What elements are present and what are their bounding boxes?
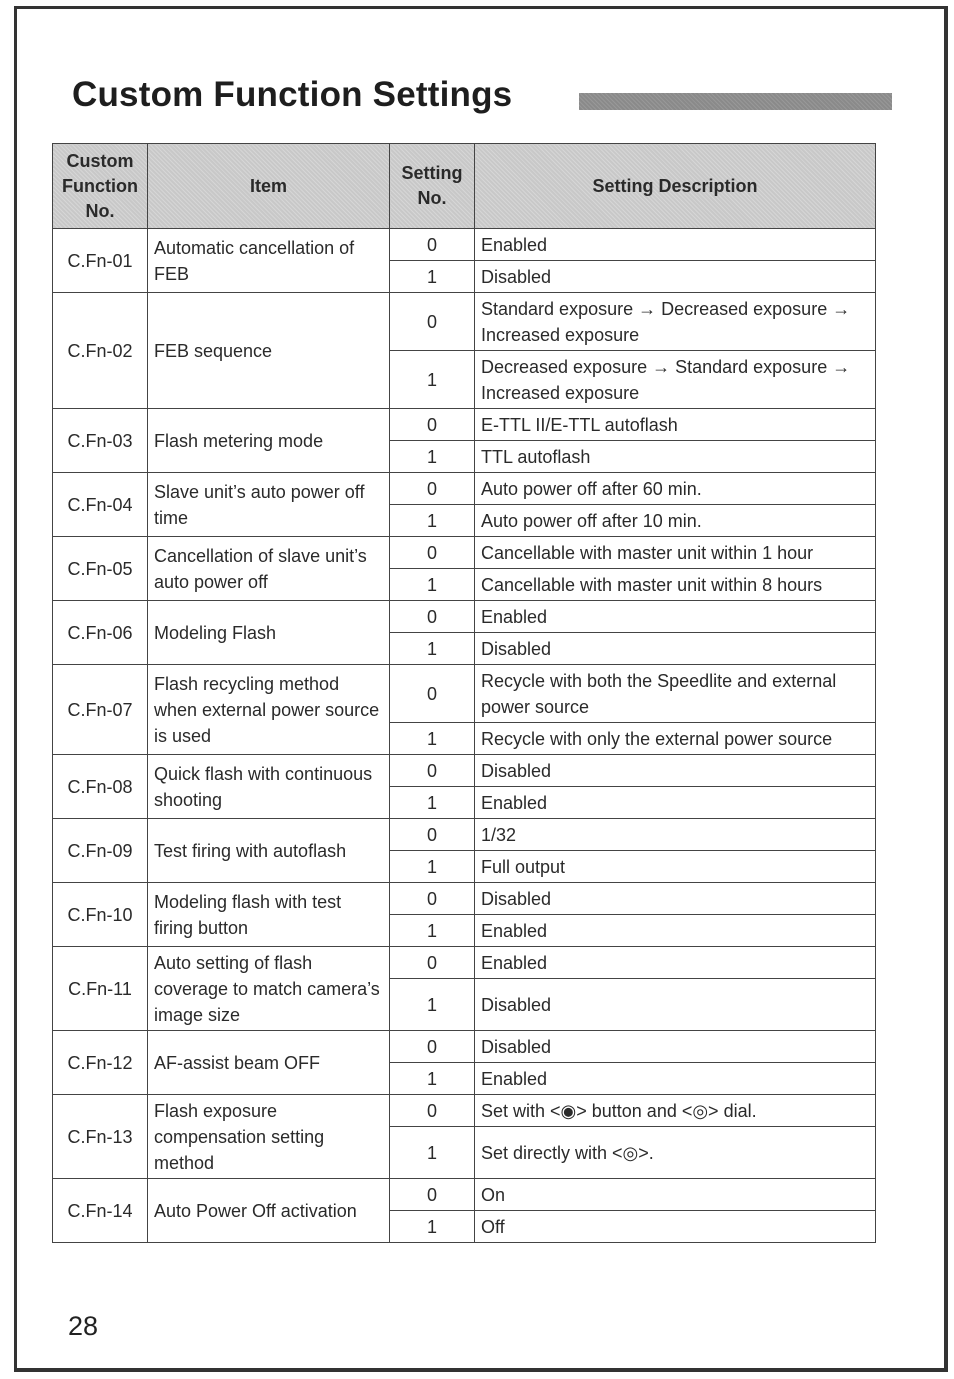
setting-description: Recycle with only the external power source [475, 723, 876, 755]
function-item: Quick flash with continuous shooting [148, 755, 390, 819]
setting-no: 1 [390, 633, 475, 665]
setting-no: 1 [390, 441, 475, 473]
setting-description: Disabled [475, 633, 876, 665]
custom-function-no: C.Fn-03 [53, 409, 148, 473]
function-item: FEB sequence [148, 293, 390, 409]
setting-description: Enabled [475, 915, 876, 947]
setting-no: 1 [390, 569, 475, 601]
setting-no: 0 [390, 883, 475, 915]
setting-no: 0 [390, 1095, 475, 1127]
table-row [53, 229, 876, 261]
custom-function-no: C.Fn-12 [53, 1031, 148, 1095]
setting-no: 0 [390, 665, 475, 723]
custom-function-no: C.Fn-04 [53, 473, 148, 537]
setting-description: Standard exposure → Decreased exposure → Increased exposure [475, 293, 876, 351]
title-decoration-bar [579, 93, 892, 110]
setting-description: Disabled [475, 261, 876, 293]
table-header-row [53, 144, 876, 229]
table-row [53, 1179, 876, 1211]
setting-description: Set directly with <◎>. [475, 1127, 876, 1179]
table-row [53, 755, 876, 787]
custom-function-no: C.Fn-01 [53, 229, 148, 293]
setting-description: Enabled [475, 787, 876, 819]
setting-no: 0 [390, 473, 475, 505]
setting-no: 0 [390, 409, 475, 441]
custom-function-no: C.Fn-06 [53, 601, 148, 665]
function-item: Flash metering mode [148, 409, 390, 473]
table-body [53, 229, 876, 1243]
setting-no: 1 [390, 723, 475, 755]
function-item: Modeling Flash [148, 601, 390, 665]
function-item: Auto Power Off activation [148, 1179, 390, 1243]
custom-function-no: C.Fn-14 [53, 1179, 148, 1243]
setting-description: Enabled [475, 947, 876, 979]
table-row [53, 473, 876, 505]
function-item: Auto setting of flash coverage to match camera’s image size [148, 947, 390, 1031]
setting-description: Recycle with both the Speedlite and external power source [475, 665, 876, 723]
setting-no: 0 [390, 755, 475, 787]
setting-description: TTL autoflash [475, 441, 876, 473]
setting-no: 0 [390, 601, 475, 633]
header-item: Item [148, 144, 390, 229]
setting-description: Disabled [475, 755, 876, 787]
function-item: Automatic cancellation of FEB [148, 229, 390, 293]
setting-no: 0 [390, 1031, 475, 1063]
setting-description: Off [475, 1211, 876, 1243]
header-setting-no: Setting No. [390, 144, 475, 229]
setting-no: 1 [390, 851, 475, 883]
table-row [53, 1031, 876, 1063]
setting-no: 1 [390, 915, 475, 947]
setting-no: 0 [390, 947, 475, 979]
setting-description: On [475, 1179, 876, 1211]
setting-no: 1 [390, 1211, 475, 1243]
function-item: Test firing with autoflash [148, 819, 390, 883]
setting-no: 1 [390, 1127, 475, 1179]
setting-no: 1 [390, 979, 475, 1031]
table-row [53, 1095, 876, 1127]
setting-no: 0 [390, 819, 475, 851]
custom-function-no: C.Fn-13 [53, 1095, 148, 1179]
setting-no: 0 [390, 293, 475, 351]
function-item: AF-assist beam OFF [148, 1031, 390, 1095]
custom-function-no: C.Fn-02 [53, 293, 148, 409]
custom-function-no: C.Fn-05 [53, 537, 148, 601]
custom-function-no: C.Fn-07 [53, 665, 148, 755]
page-title: Custom Function Settings [72, 75, 513, 114]
setting-no: 1 [390, 1063, 475, 1095]
custom-function-no: C.Fn-09 [53, 819, 148, 883]
header-setting-description: Setting Description [475, 144, 876, 229]
function-item: Modeling flash with test firing button [148, 883, 390, 947]
setting-description: 1/32 [475, 819, 876, 851]
setting-no: 0 [390, 1179, 475, 1211]
setting-description: Full output [475, 851, 876, 883]
table-row [53, 665, 876, 723]
function-item: Slave unit’s auto power off time [148, 473, 390, 537]
page-number: 28 [68, 1311, 99, 1341]
setting-description: Decreased exposure → Standard exposure → Increased exposure [475, 351, 876, 409]
setting-description: Cancellable with master unit within 8 hours [475, 569, 876, 601]
setting-description: Cancellable with master unit within 1 hour [475, 537, 876, 569]
custom-function-no: C.Fn-08 [53, 755, 148, 819]
setting-description: Disabled [475, 1031, 876, 1063]
setting-description: Auto power off after 10 min. [475, 505, 876, 537]
setting-description: Enabled [475, 601, 876, 633]
setting-description: Set with <◉> button and <◎> dial. [475, 1095, 876, 1127]
setting-description: Disabled [475, 883, 876, 915]
function-item: Flash recycling method when external power source is used [148, 665, 390, 755]
function-item: Cancellation of slave unit’s auto power off [148, 537, 390, 601]
setting-description: Disabled [475, 979, 876, 1031]
table-row [53, 293, 876, 351]
table-row [53, 947, 876, 979]
setting-no: 1 [390, 351, 475, 409]
setting-no: 1 [390, 787, 475, 819]
setting-description: Enabled [475, 1063, 876, 1095]
setting-no: 1 [390, 505, 475, 537]
setting-no: 0 [390, 537, 475, 569]
setting-no: 0 [390, 229, 475, 261]
custom-function-no: C.Fn-11 [53, 947, 148, 1031]
table-row [53, 883, 876, 915]
function-item: Flash exposure compensation setting method [148, 1095, 390, 1179]
setting-description: Enabled [475, 229, 876, 261]
table-row [53, 601, 876, 633]
header-custom-function-no: Custom Function No. [53, 144, 148, 229]
table-row [53, 819, 876, 851]
setting-description: E-TTL II/E-TTL autoflash [475, 409, 876, 441]
table-row [53, 537, 876, 569]
custom-function-no: C.Fn-10 [53, 883, 148, 947]
setting-description: Auto power off after 60 min. [475, 473, 876, 505]
table-row [53, 409, 876, 441]
custom-function-table [52, 143, 876, 1243]
setting-no: 1 [390, 261, 475, 293]
